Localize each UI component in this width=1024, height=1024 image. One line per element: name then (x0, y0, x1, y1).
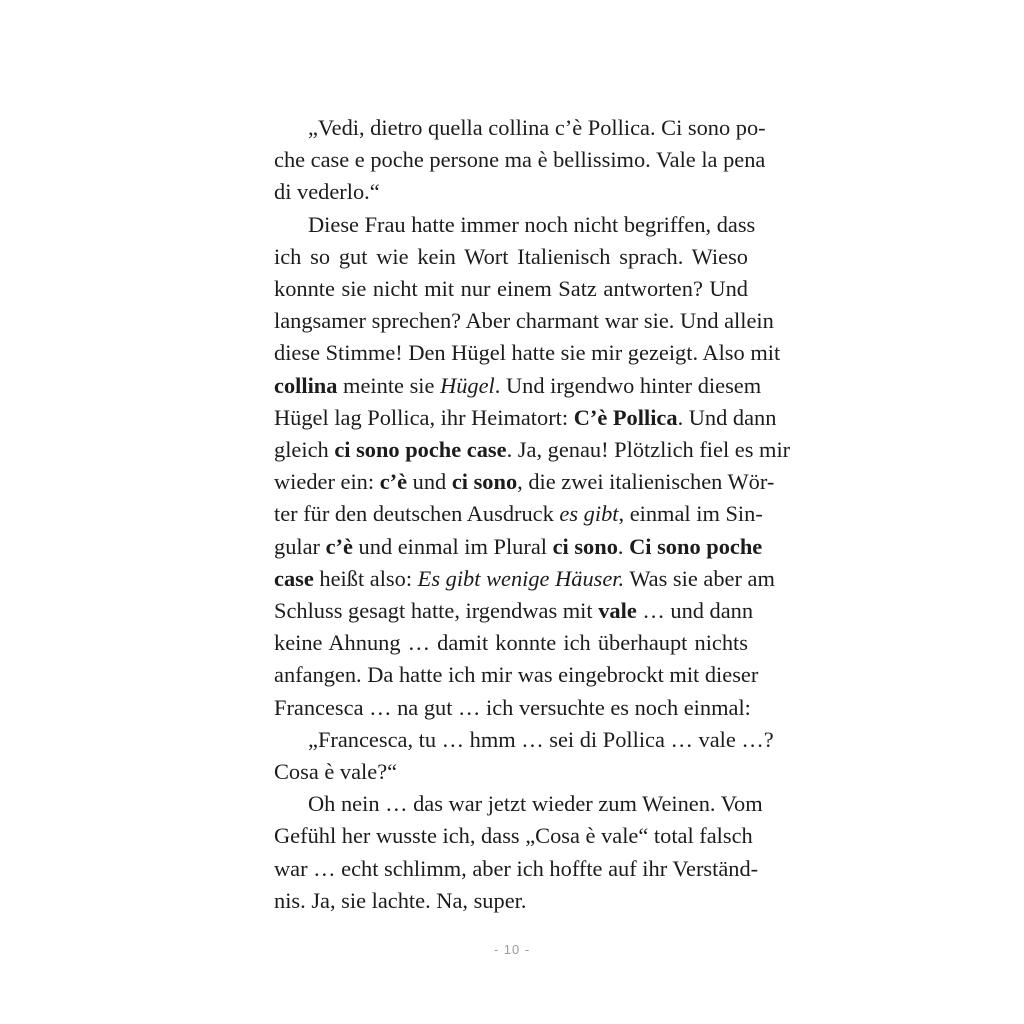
text-line (274, 788, 763, 820)
text-run: konnte sie nicht mit nur einem Satz antworten? Und (274, 276, 748, 302)
bold-term: case (274, 565, 314, 591)
text-run: keine Ahnung … damit konnte ich überhaupt nichts (274, 630, 748, 656)
text-line (274, 176, 748, 208)
bold-term: c’è (325, 533, 353, 559)
italic-term: Es gibt wenige Häuser. (417, 565, 625, 591)
bold-term: C’è Pollica (573, 404, 678, 430)
text-run: anfangen. Da hatte ich mir was eingebrockt mit dieser (274, 662, 759, 688)
text-line (274, 273, 748, 305)
text-run: … und dann (636, 598, 754, 624)
text-line (274, 885, 748, 917)
text-run: gleich (274, 437, 335, 463)
text-run: . (617, 533, 630, 559)
text-line (274, 659, 759, 691)
text-run: , die zwei italienischen Wör- (517, 469, 775, 495)
text-run: Was sie aber am (624, 565, 775, 591)
bold-term: c’è (379, 469, 408, 495)
text-run: Cosa è vale?“ (274, 759, 398, 785)
text-run: Hügel lag Pollica, ihr Heimatort: (274, 404, 574, 430)
text-run: . Und dann (677, 404, 777, 430)
paragraph (274, 724, 774, 788)
text-run: Gefühl her wusste ich, dass „Cosa è vale“ total falsch (274, 823, 753, 849)
text-line (274, 692, 751, 724)
paragraph (274, 788, 763, 917)
text-line (274, 112, 766, 144)
text-line (274, 531, 763, 563)
paragraph (274, 209, 791, 724)
text-run: . Und irgendwo hinter diesem (494, 372, 762, 398)
bold-term: Ci sono poche (629, 533, 763, 559)
text-run: heißt also: (313, 565, 418, 591)
text-run: . Ja, genau! Plötzlich fiel es mir (506, 437, 791, 463)
text-line (274, 144, 766, 176)
text-run: war … echt schlimm, aber ich hoffte auf ihr Verständ- (274, 855, 759, 881)
text-line (274, 305, 774, 337)
text-run: ich so gut wie kein Wort Italienisch sprach. Wieso (274, 243, 748, 269)
text-line (274, 724, 774, 756)
bold-term: ci sono (552, 533, 618, 559)
page-number: - 10 - (493, 942, 531, 957)
text-run: Diese Frau hatte immer noch nicht begriffen, dass (308, 211, 756, 237)
text-run: wieder ein: (274, 469, 380, 495)
text-line (274, 466, 775, 498)
bold-term: ci sono (451, 469, 518, 495)
text-line (274, 853, 759, 885)
text-run: che case e poche persone ma è bellissimo. Vale la pena (274, 147, 766, 173)
text-line (274, 370, 762, 402)
text-line (274, 595, 754, 627)
text-run: und einmal im Plural (352, 533, 553, 559)
text-line (274, 209, 756, 241)
italic-term: Hügel (440, 372, 495, 398)
text-line (274, 434, 791, 466)
body-text (274, 112, 791, 917)
text-line (274, 563, 775, 595)
text-run: di vederlo.“ (274, 179, 380, 205)
text-line (274, 756, 748, 788)
text-run: „Francesca, tu … hmm … sei di Pollica … vale …? (308, 726, 774, 752)
text-run: meinte sie (337, 372, 441, 398)
text-run: , einmal im Sin- (618, 501, 763, 527)
bold-term: vale (598, 598, 637, 624)
bold-term: collina (274, 372, 338, 398)
italic-term: es gibt (559, 501, 619, 527)
text-line (274, 402, 777, 434)
text-run: und (407, 469, 452, 495)
bold-term: ci sono poche case (334, 437, 507, 463)
paragraph (274, 112, 766, 209)
text-run: ter für den deutschen Ausdruck (274, 501, 560, 527)
text-line (274, 241, 748, 273)
text-line (274, 337, 781, 369)
text-line (274, 820, 753, 852)
text-run: „Vedi, dietro quella collina c’è Pollica. Ci sono po- (308, 115, 766, 140)
text-line (274, 498, 763, 530)
text-run: Oh nein … das war jetzt wieder zum Weinen. Vom (308, 791, 763, 817)
text-line (274, 627, 748, 659)
text-run: gular (274, 533, 326, 559)
text-run: Schluss gesagt hatte, irgendwas mit (274, 598, 599, 624)
text-run: diese Stimme! Den Hügel hatte sie mir gezeigt. Also mit (274, 340, 781, 366)
text-run: nis. Ja, sie lachte. Na, super. (274, 887, 527, 913)
text-run: langsamer sprechen? Aber charmant war sie. Und allein (274, 308, 774, 334)
text-run: Francesca … na gut … ich versuchte es noch einmal: (274, 694, 751, 720)
